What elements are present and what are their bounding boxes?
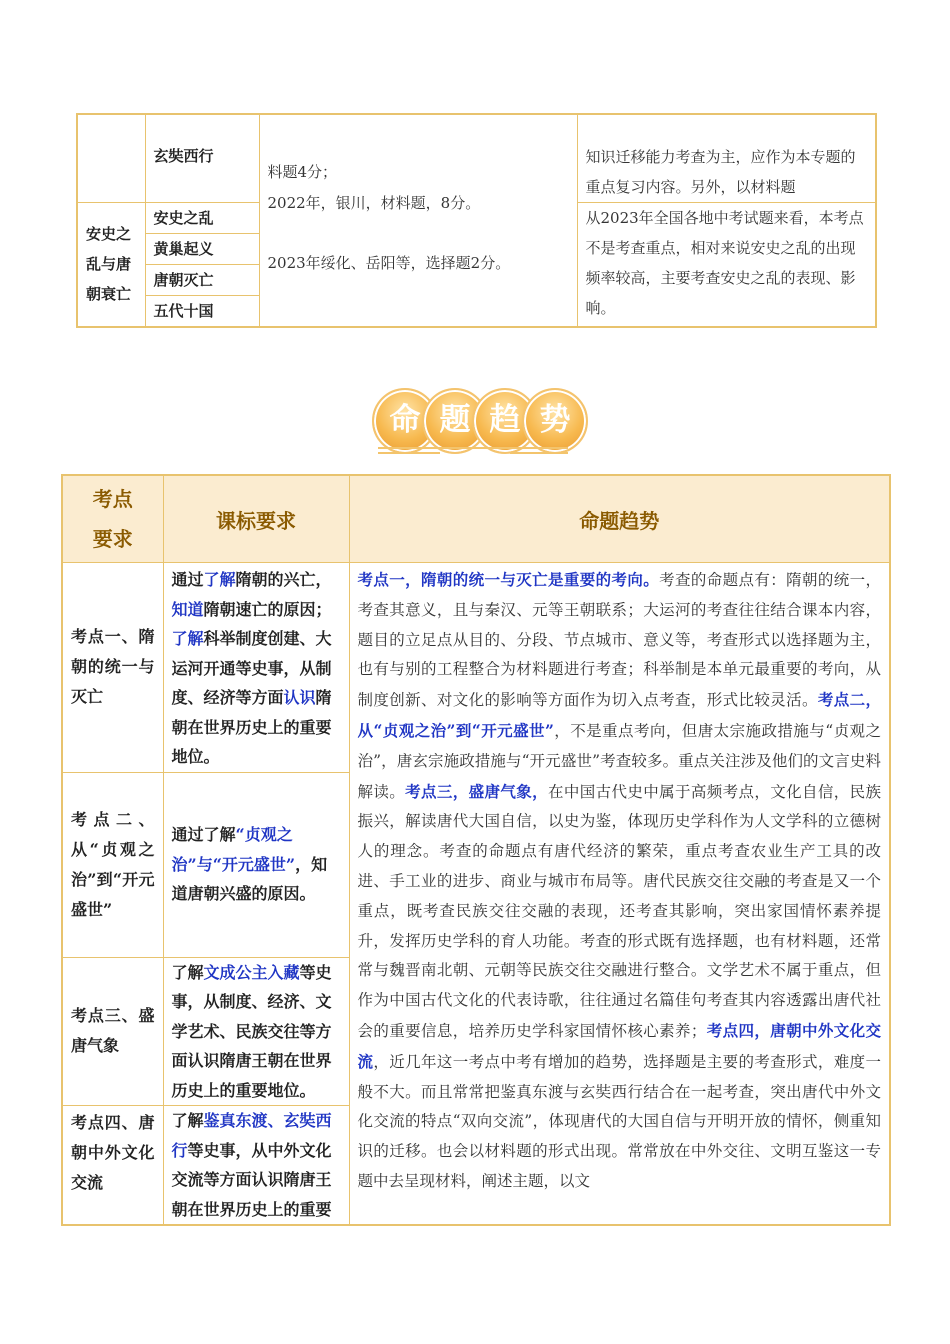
group-item-3: 唐朝灭亡 bbox=[145, 264, 259, 295]
req-text: ，知道唐朝兴盛的原因。 bbox=[171, 854, 328, 904]
req-text: 通过了解 bbox=[171, 825, 236, 845]
top-col4-row1: 知识迁移能力考查为主，应作为本专题的重点复习内容。另外，以材料题 bbox=[577, 114, 876, 202]
req-text: 了解 bbox=[171, 962, 204, 982]
trend-highlight: 考点二，从“贞观之治”到“开元盛世” bbox=[357, 690, 881, 740]
req-highlight: 文成公主入藏 bbox=[203, 962, 300, 982]
req-highlight: “贞观之治”与“开元盛世” bbox=[171, 825, 296, 874]
req-1 bbox=[163, 563, 349, 773]
banner-char-4: 势 bbox=[522, 388, 588, 454]
top-col4-row2: 从2023年全国各地中考试题来看，本考点不是考查重点，相对来说安史之乱的出现频率较高，主要考查安史之乱的表现、影响。 bbox=[577, 202, 876, 327]
banner-underline-1 bbox=[378, 447, 568, 449]
group-item-4: 五代十国 bbox=[145, 295, 259, 327]
req-text: 等史事，从中外文化交流等方面认识隋唐王朝在世界历史上的重要 bbox=[171, 1140, 332, 1219]
kp-4: 考点四、唐朝中外文化交流 bbox=[62, 1106, 163, 1226]
req-2 bbox=[163, 772, 349, 957]
group-label: 安史之乱与唐朝衰亡 bbox=[77, 202, 145, 327]
top-row1-col2: 玄奘西行 bbox=[145, 114, 259, 202]
req-highlight: 知道 bbox=[171, 599, 204, 619]
trend-highlight: 考点四，唐朝中外文化交流 bbox=[357, 1020, 881, 1071]
top-col3-line2: 2022年，银川，材料题，8分。 bbox=[267, 194, 481, 212]
trend-text-segment: ，近几年这一考点中考有增加的趋势，选择题是主要的考查形式，难度一般不大。而且常常把鉴真东渡与玄奘西行结合在一起考查，突出唐代中外文化交流的特点“双向交流”，体现唐代的大国自信与开明开放的情怀，侧重知识的迁移。也会以材料题的形式出现。常常放在中外交往、文明互鉴这一专题中去呈现材料，阐述主题，以文 bbox=[357, 1052, 881, 1190]
trend-text-segment: 在中国古代史中属于高频考点，文化自信，民族振兴，解读唐代大国自信，以史为鉴，体现历史学科作为人文学科的立德树人的理念。考查的命题点有唐代经济的繁荣，重点考查农业生产工具的改进、手工业的进步、商业与城市布局等。唐代民族交往交融的考查是又一个重点，既考查民族交往交融的表现，还考查其影响，突出家国情怀素养提升，发挥历史学科的育人功能。考查的形式既有选择题，也有材料题，还常常与魏晋南北朝、元朝等民族交往交融进行整合。文学艺术不属于重点，但作为中国古代文化的代表诗歌，往往通过名篇佳句考查其内容透露出唐代社会的重要信息，培养历史学科家国情怀核心素养； bbox=[357, 782, 881, 1040]
req-highlight: 了解 bbox=[171, 629, 204, 648]
req-3 bbox=[163, 957, 349, 1106]
banner-char-2: 题 bbox=[422, 388, 488, 454]
req-text: 通过 bbox=[171, 570, 204, 589]
header-kp: 考点要求 bbox=[62, 475, 163, 563]
trend-text-segment: ，不是重点考向，但唐太宗施政措施与“贞观之治”，唐玄宗施政措施与“开元盛世”考查较多。重点关注涉及他们的文言史料解读。 bbox=[357, 721, 881, 801]
req-text: 隋朝在世界历史上的重要地位。 bbox=[171, 688, 332, 766]
top-col3 bbox=[259, 114, 577, 327]
top-row1-col1 bbox=[77, 114, 145, 202]
main-table bbox=[61, 474, 891, 1226]
header-trend: 命题趋势 bbox=[349, 475, 890, 563]
top-col3-line1: 料题4分； bbox=[267, 163, 338, 181]
trend-text-segment: 考查的命题点有：隋朝的统一，考查其意义，且与秦汉、元等王朝联系；大运河的考查往往结合课本内容，题目的立足点从目的、分段、节点城市、意义等，考查形式以选择题为主，也有与别的工程整合为材料题进行考查；科举制是本单元最重要的考向，从制度创新、对文化的影响等方面作为切入点考查，形式比较灵活。 bbox=[357, 571, 881, 710]
banner-char-3: 趋 bbox=[472, 388, 538, 454]
banner-underline-3 bbox=[510, 452, 568, 454]
req-text: 隋朝速亡的原因； bbox=[203, 599, 332, 619]
req-4 bbox=[163, 1106, 349, 1226]
kp-1: 考点一、隋朝的统一与灭亡 bbox=[62, 563, 163, 773]
kp-2: 考点二、从“贞观之治”到“开元盛世” bbox=[62, 772, 163, 957]
top-table bbox=[76, 113, 877, 328]
req-highlight: 鉴真东渡、玄奘西行 bbox=[171, 1111, 332, 1160]
req-text: 等史事，从制度、经济、文学艺术、民族交往等方面认识隋唐王朝在世界历史上的重要地位。 bbox=[171, 962, 332, 1100]
group-item-1: 安史之乱 bbox=[145, 202, 259, 233]
header-req: 课标要求 bbox=[163, 475, 349, 563]
trend-highlight: 考点三，盛唐气象， bbox=[405, 781, 548, 801]
top-col3-line3: 2023年绥化、岳阳等，选择题2分。 bbox=[267, 254, 511, 272]
trend-text bbox=[349, 563, 890, 1226]
req-text: 科举制度创建、大运河开通等史事，从制度、经济等方面 bbox=[171, 629, 332, 707]
banner-underline-2 bbox=[378, 452, 440, 454]
req-text: 了解 bbox=[171, 1111, 204, 1130]
req-highlight: 认识 bbox=[283, 688, 316, 707]
req-highlight: 了解 bbox=[203, 570, 236, 589]
req-text: 隋朝的兴亡， bbox=[235, 570, 332, 589]
group-item-2: 黄巢起义 bbox=[145, 233, 259, 264]
kp-3: 考点三、盛唐气象 bbox=[62, 957, 163, 1106]
banner-char-1: 命 bbox=[372, 388, 438, 454]
trend-highlight: 考点一，隋朝的统一与灭亡是重要的考向。 bbox=[357, 570, 660, 589]
